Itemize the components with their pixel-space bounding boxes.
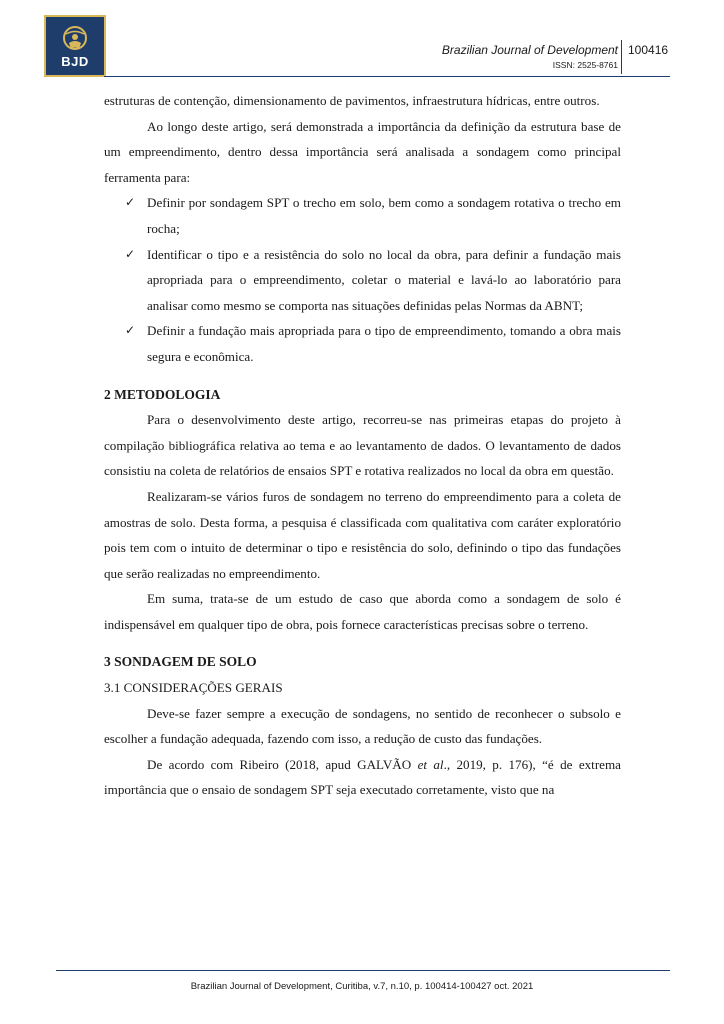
checklist-item	[125, 318, 621, 369]
globe-emblem-icon	[60, 25, 90, 53]
section-heading: 2 METODOLOGIA	[104, 386, 221, 402]
checklist	[104, 190, 621, 369]
checkmark-icon: ✓	[125, 246, 136, 261]
paragraph: Realizaram-se vários furos de sondagem no terreno do empreendimento para a coleta de amostras de solo. Desta forma, a pesquisa é classificada com qualitativa com caráter exploratório pois tem com o intuito de determinar o tipo e resistência do solo, definindo o tipo das fundações que serão realizadas no empreendimento.	[104, 488, 621, 581]
checklist-item	[125, 242, 621, 319]
checklist-item-text: Identificar o tipo e a resistência do solo no local da obra, para definir a fundação mais apropriada para o empreendimento, coletar o material e lavá-lo ao laboratório para analisar como mesmo se comporta nas situações definidas pelas Normas da ABNT;	[147, 246, 621, 313]
logo-text: BJD	[61, 54, 89, 69]
text-run: ., 2019, p. 176), “é de extrema importância que o ensaio de sondagem SPT seja executado corretamente, visto que na	[104, 756, 621, 798]
paragraph: Ao longo deste artigo, será demonstrada a importância da definição da estrutura base de um empreendimento, dentro dessa importância será analisada a sondagem como principal ferramenta para:	[104, 118, 621, 185]
section-heading: 3 SONDAGEM DE SOLO	[104, 654, 257, 670]
page-number: 100416	[628, 43, 669, 57]
issn: ISSN: 2525-8761	[552, 60, 618, 70]
checklist-item	[125, 190, 621, 241]
footer-citation: Brazilian Journal of Development, Curitiba, v.7, n.10, p. 100414-100427 oct. 2021	[190, 981, 534, 992]
checkmark-icon: ✓	[125, 195, 136, 210]
page-body	[104, 88, 621, 803]
italic-text: et al	[417, 756, 444, 772]
subsection-heading: 3.1 CONSIDERAÇÕES GERAIS	[104, 680, 283, 696]
paragraph: Para o desenvolvimento deste artigo, recorreu-se nas primeiras etapas do projeto à compilação bibliográfica relativa ao tema e ao levantamento de dados. O levantamento de dados consistiu na coleta de relatórios de ensaios SPT e rotativa realizados no local da obra em questão.	[104, 412, 621, 479]
header-rule	[104, 76, 670, 77]
paragraph	[104, 752, 621, 803]
footer-rule	[56, 970, 670, 971]
checkmark-icon: ✓	[125, 323, 136, 338]
journal-name: Brazilian Journal of Development	[441, 43, 618, 57]
journal-logo	[44, 15, 106, 77]
paragraph: Em suma, trata-se de um estudo de caso que aborda como a sondagem de solo é indispensável em qualquer tipo de obra, pois fornece características precisas sobre o terreno.	[104, 591, 621, 632]
checklist-item-text: Definir a fundação mais apropriada para o tipo de empreendimento, tomando a obra mais segura e econômica.	[147, 323, 621, 364]
text-run: De acordo com Ribeiro (2018, apud GALVÃO	[147, 756, 418, 772]
header-divider	[621, 40, 622, 74]
checklist-item-text: Definir por sondagem SPT o trecho em solo, bem como a sondagem rotativa o trecho em rocha;	[147, 195, 621, 236]
paragraph: estruturas de contenção, dimensionamento de pavimentos, infraestrutura hídricas, entre outros.	[104, 93, 600, 108]
paragraph: Deve-se fazer sempre a execução de sondagens, no sentido de reconhecer o subsolo e escolher a fundação adequada, fazendo com isso, a redução de custo das fundações.	[104, 705, 621, 747]
